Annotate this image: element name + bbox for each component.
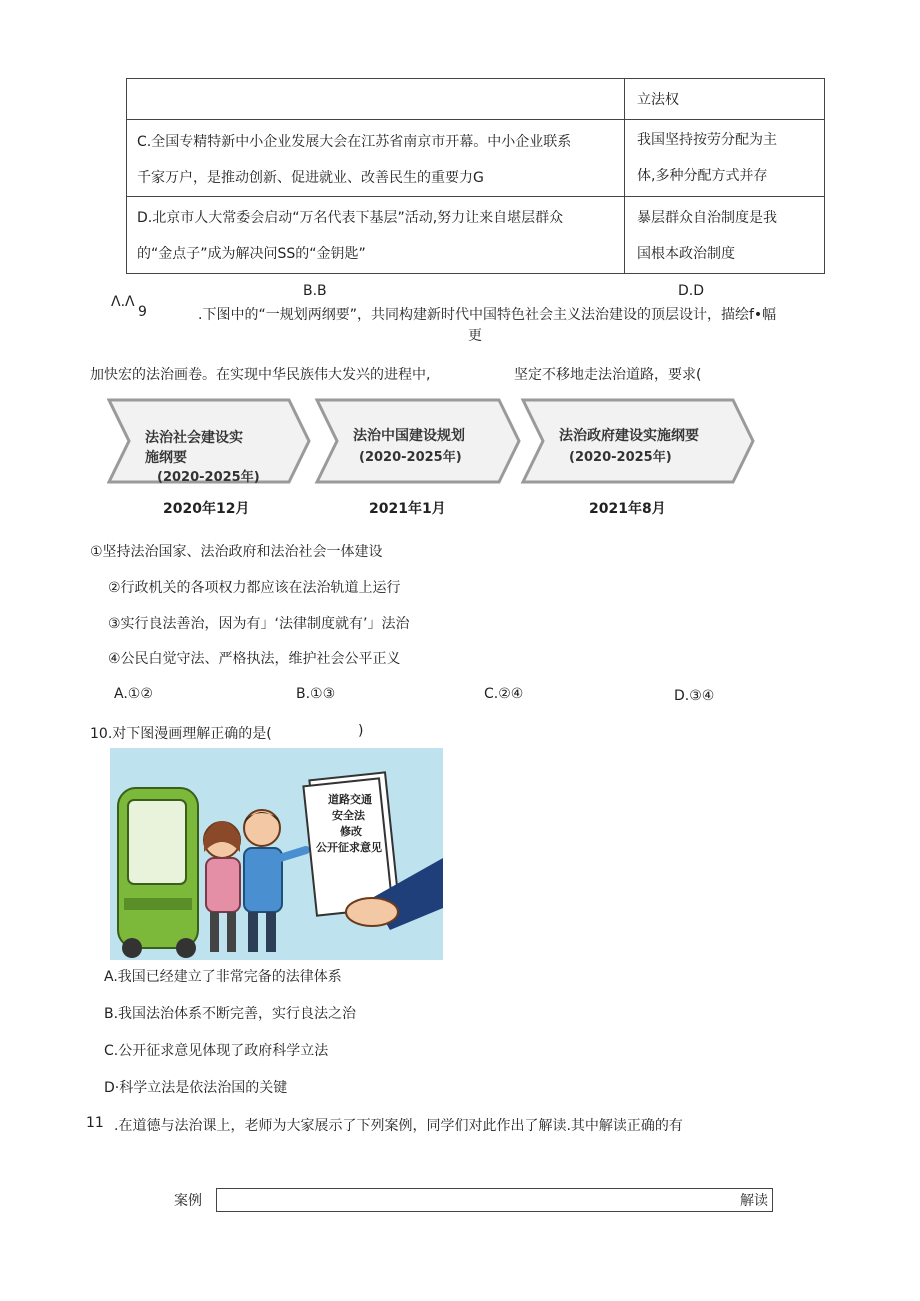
table-divider-row1 (127, 119, 824, 120)
q9-option-c: C.②④ (484, 686, 524, 702)
arrow3-date: 2021年8月 (589, 501, 666, 517)
arrow1-title-line1: 法治社会建设实 (145, 430, 243, 446)
q10-cartoon (110, 748, 443, 960)
table-cell-c-right-2: 体,多种分配方式并存 (637, 168, 768, 184)
top-answer-table (126, 78, 825, 274)
q10-option-d: D·科学立法是依法治国的关键 (104, 1080, 288, 1096)
doc-text-line2: 安全法 (332, 809, 365, 822)
q9-option-b: B.①③ (296, 686, 336, 702)
q9-statement-2: ②行政机关的各项权力都应该在法治轨道上运行 (108, 580, 401, 596)
table-divider-vertical (624, 79, 625, 273)
arrow2-title-line1: 法治中国建设规划 (353, 428, 465, 444)
arrow3-title-line1: 法治政府建设实施纲要 (559, 428, 699, 444)
q9-statement-1: ①坚持法治国家、法治政府和法治社会一体建设 (90, 544, 383, 560)
doc-text-line4: 公开征求意见 (316, 841, 382, 854)
q9-stem-line2b: 坚定不移地走法治道路，要求( (514, 367, 702, 383)
q9-timeline-figure (107, 396, 757, 521)
q8-option-d: D.D (678, 283, 705, 299)
q11-stem: .在道德与法治课上，老师为大家展示了下列案例，同学们对此作出了解读.其中解读正确的有 (114, 1118, 683, 1134)
doc-text-line3: 修改 (340, 825, 362, 838)
q10-option-c: C.公开征求意见体现了政府科学立法 (104, 1043, 329, 1059)
q11-number: 11 (86, 1115, 104, 1131)
q10-option-b: B.我国法治体系不断完善，实行良法之治 (104, 1006, 357, 1022)
q9-stem-line1-tail: 更 (468, 328, 482, 344)
q10-stem-close: ) (358, 723, 364, 739)
q11-header-reading: 解读 (740, 1193, 768, 1209)
cartoon-illustration (110, 748, 443, 960)
q9-stem-line1: .下图中的“一规划两纲要”，共同构建新时代中国特色社会主义法治建设的顶层设计，描绘f•幅 (198, 307, 777, 323)
q9-statement-4: ④公民白觉守法、严格执法，维护社会公平正义 (108, 651, 401, 667)
table-cell-d-left-2: 的“金点子”成为解决问SS的“金钥匙” (137, 246, 366, 262)
q8-option-a: Λ.Λ (111, 294, 135, 310)
arrow1-period: (2020-2025年) (157, 470, 260, 485)
q10-stem: 10.对下图漫画理解正确的是( (90, 726, 272, 742)
table-cell-d-right-2: 国根本政治制度 (637, 246, 735, 262)
q9-statement-3: ③实行良法善治，因为有」‘法律制度就有’」法治 (108, 616, 410, 632)
q9-number: 9 (138, 304, 147, 320)
table-cell-d-left-1: D.北京市人大常委会启动“万名代表下基层”活动,努力让来自堪层群众 (137, 210, 564, 226)
q10-option-a: A.我国已经建立了非常完备的法律体系 (104, 969, 342, 985)
table-cell-right-row0: 立法权 (637, 92, 679, 108)
arrow1-title-line2: 施纲要 (145, 450, 187, 466)
q9-stem-line2a: 加快宏的法治画卷。在实现中华民族伟大发兴的进程中, (90, 367, 431, 383)
q9-option-d: D.③④ (674, 688, 715, 704)
arrow1-date: 2020年12月 (163, 501, 250, 517)
doc-text-line1: 道路交通 (328, 793, 372, 806)
q8-option-b: B.B (303, 283, 327, 299)
table-cell-c-left-1: C.全国专精特新中小企业发展大会在江苏省南京市开幕。中小企业联系 (137, 134, 572, 150)
table-cell-d-right-1: 暴层群众自治制度是我 (637, 210, 777, 226)
arrow2-date: 2021年1月 (369, 501, 446, 517)
q11-header-box (216, 1188, 773, 1212)
arrow2-period: (2020-2025年) (359, 450, 462, 465)
arrow3-period: (2020-2025年) (569, 450, 672, 465)
q9-option-a: A.①② (114, 686, 153, 702)
table-cell-c-right-1: 我国坚持按劳分配为主 (637, 132, 777, 148)
table-cell-c-left-2: 千家万户，是推动创新、促进就业、改善民生的重要力G (137, 170, 484, 186)
q11-header-case: 案例 (174, 1193, 202, 1209)
